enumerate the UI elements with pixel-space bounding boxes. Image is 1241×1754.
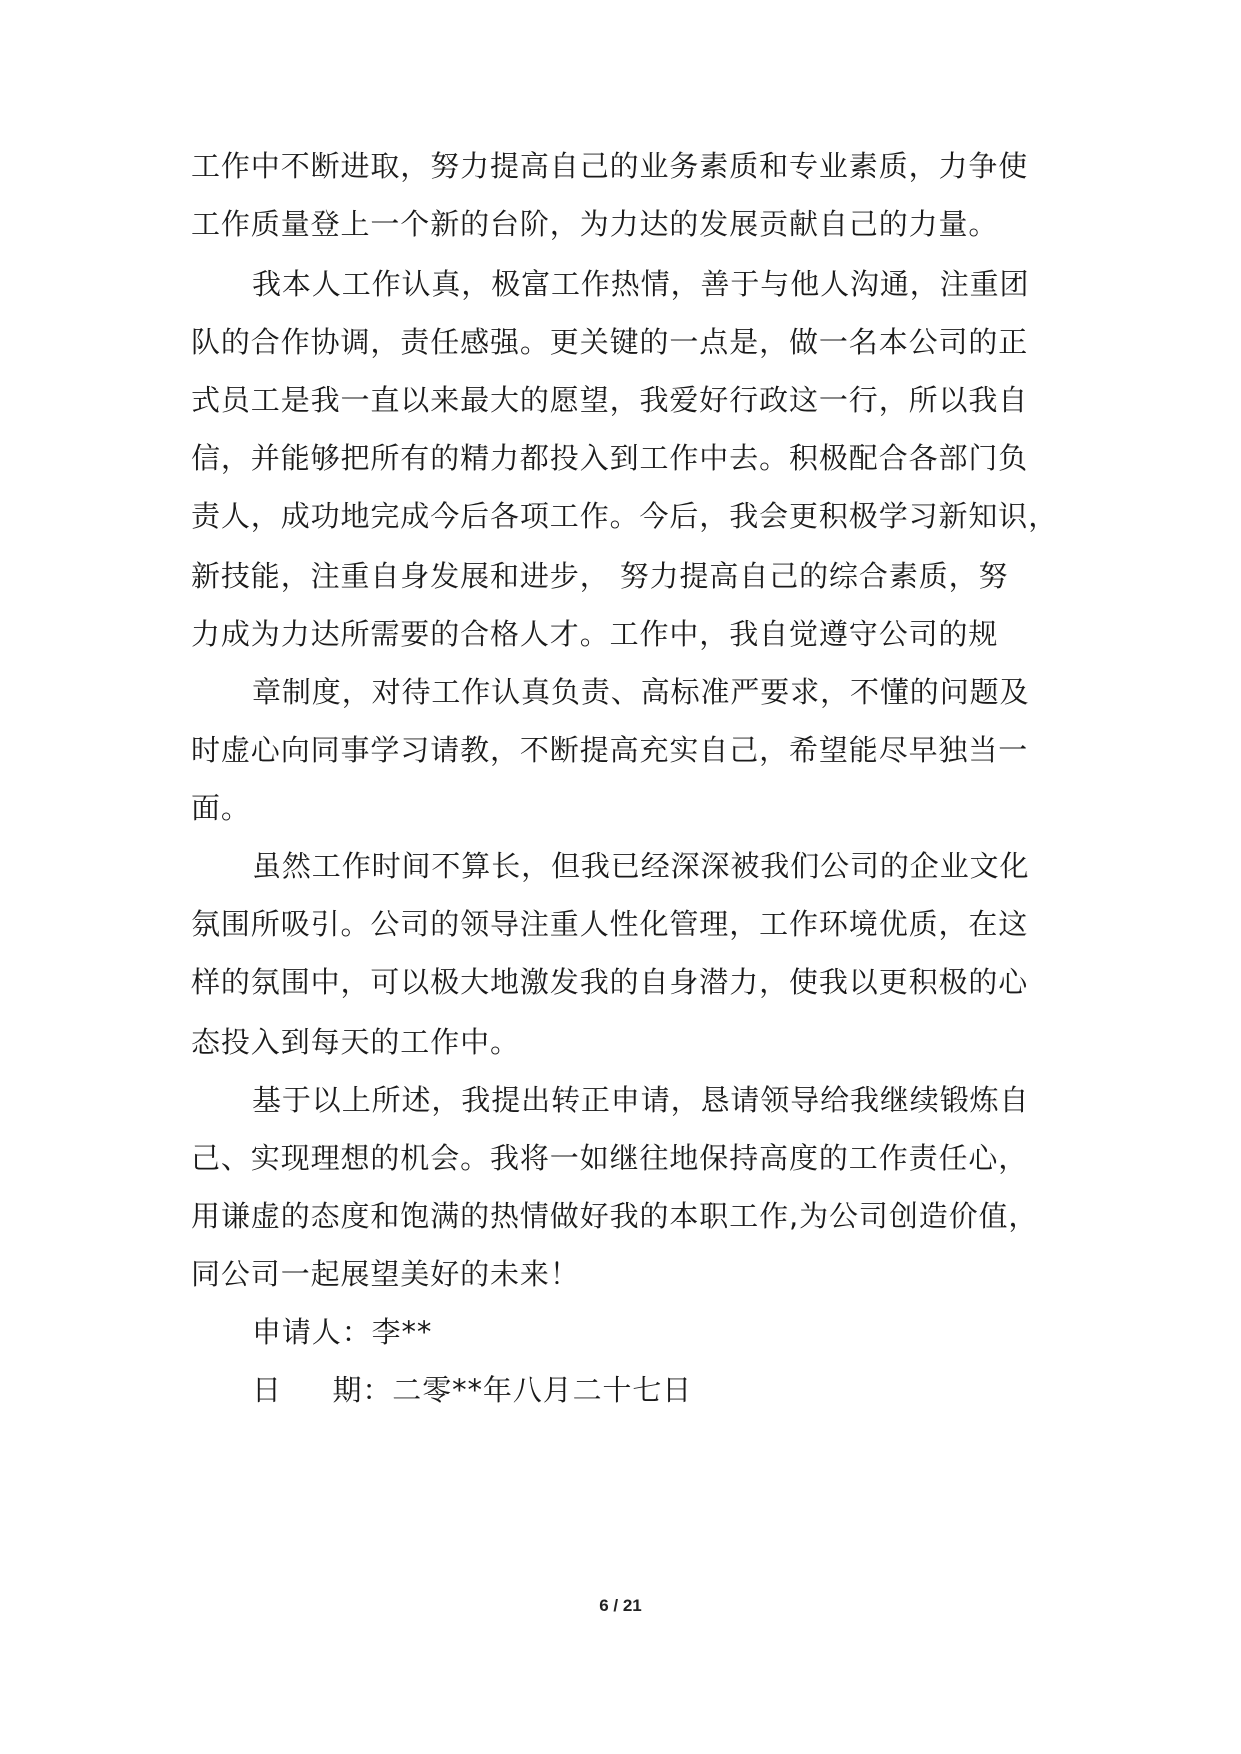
page-number: 6 / 21	[599, 1596, 642, 1615]
text-line: 态投入到每天的工作中。	[191, 1025, 520, 1059]
paragraph-start-line: 我本人工作认真，极富工作热情，善于与他人沟通，注重团	[252, 267, 1030, 301]
text-line: 式员工是我一直以来最大的愿望，我爱好行政这一行，所以我自	[191, 383, 1029, 417]
text-line: 样的氛围中，可以极大地激发我的自身潜力，使我以更积极的心	[191, 965, 1029, 999]
paragraph-start-line: 章制度，对待工作认真负责、高标准严要求，不懂的问题及	[252, 675, 1030, 709]
paragraph-start-line: 基于以上所述，我提出转正申请，恳请领导给我继续锻炼自	[252, 1083, 1030, 1117]
paragraph-start-line: 虽然工作时间不算长，但我已经深深被我们公司的企业文化	[252, 849, 1030, 883]
text-line: 面。	[191, 791, 251, 825]
text-line: 队的合作协调，责任感强。更关键的一点是，做一名本公司的正	[191, 325, 1029, 359]
text-line: 工作中不断进取，努力提高自己的业务素质和专业素质，力争使	[191, 149, 1029, 183]
text-line: 己、实现理想的机会。我将一如继往地保持高度的工作责任心，	[191, 1141, 1029, 1175]
text-line: 力成为力达所需要的合格人才。工作中，我自觉遵守公司的规	[191, 617, 999, 651]
text-line: 用谦虚的态度和饱满的热情做好我的本职工作,为公司创造价值，	[191, 1199, 1039, 1233]
text-line: 氛围所吸引。公司的领导注重人性化管理，工作环境优质，在这	[191, 907, 1029, 941]
text-line: 信，并能够把所有的精力都投入到工作中去。积极配合各部门负	[191, 441, 1029, 475]
date-line: 日 期：二零**年八月二十七日	[252, 1373, 693, 1407]
text-line: 工作质量登上一个新的台阶，为力达的发展贡献自己的力量。	[191, 207, 999, 241]
text-line: 责人，成功地完成今后各项工作。今后，我会更积极学习新知识，	[191, 499, 1059, 533]
text-line: 时虚心向同事学习请教，不断提高充实自己，希望能尽早独当一	[191, 733, 1029, 767]
applicant-line: 申请人：李**	[252, 1315, 433, 1349]
text-line: 新技能，注重自身发展和进步， 努力提高自己的综合素质，努	[191, 559, 1009, 593]
text-line: 同公司一起展望美好的未来！	[191, 1257, 580, 1291]
